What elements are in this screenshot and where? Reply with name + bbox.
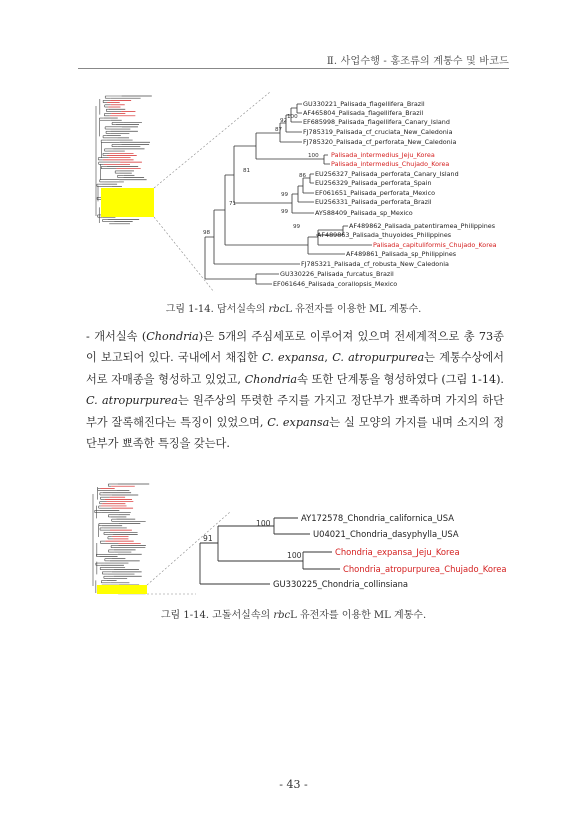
tree-leaf-label: AY172578_Chondria_californica_USA — [301, 513, 454, 523]
bootstrap-value: 100 — [287, 551, 302, 560]
tree-leaf-label: EU256327_Palisada_perforata_Canary_Island — [315, 170, 459, 179]
tree-leaf-label: GU330221_Palisada_flagellifera_Brazil — [303, 100, 425, 109]
figure-2-caption — [0, 606, 587, 621]
bootstrap-value: 100 — [287, 114, 298, 120]
caption-text-end: 유전자를 이용한 ML 계통수. — [291, 304, 422, 315]
bootstrap-value: 81 — [243, 168, 251, 174]
bootstrap-value: 86 — [299, 173, 307, 179]
clade-highlight-box — [97, 585, 147, 594]
tree-leaf-label: AF489861_Palisada_sp_Philippines — [346, 250, 457, 259]
bootstrap-value: 99 — [281, 192, 289, 198]
species-name: C. expansa — [267, 415, 330, 429]
text-run: 는 원주상의 뚜렷한 주지를 가지고 정단부가 뾰족하며 가지의 하단부가 잘록해진다는 특징이 있었으며, — [86, 394, 504, 429]
bootstrap-value: 92 — [280, 118, 288, 124]
caption-text: 그림 1-14. 고돌서실속의 — [160, 610, 274, 621]
tree-leaf-label: FJ785321_Palisada_cf_robusta_New_Caledonia — [301, 260, 449, 269]
tree-leaf-label: AF489862_Palisada_patentiramea_Philippines — [349, 222, 496, 231]
bootstrap-value: 87 — [275, 127, 283, 133]
caption-gene-suffix: L — [285, 304, 292, 315]
tree-leaf-label: EF685998_Palisada_flagellifera_Canary_Island — [303, 118, 450, 127]
caption-gene-suffix: L — [290, 610, 297, 621]
species-name: Chondria — [244, 372, 298, 386]
bootstrap-value: 71 — [229, 201, 237, 207]
tree-leaf-label: EF061651_Palisada_perforata_Mexico — [315, 189, 436, 198]
text-run: - 개서실속 ( — [86, 330, 147, 343]
tree-leaf-label: GU330226_Palisada_furcatus_Brazil — [280, 270, 394, 279]
bootstrap-value: 99 — [293, 224, 301, 230]
text-run: )은 5개의 주심세포로 이루어져 있으며 전세계적으로 총 73종이 보고되어 있다. 국내에서 채집한 — [86, 330, 504, 365]
bootstrap-value: 100 — [256, 519, 271, 528]
tree-leaf-label: Palisada_capituliformis_Chujado_Korea — [373, 241, 497, 250]
species-name: C. atropurpurea — [86, 394, 178, 408]
bootstrap-value: 98 — [203, 230, 211, 236]
tree-leaf-label: EF061646_Palisada_corallopsis_Mexico — [273, 280, 398, 289]
caption-text-end: 유전자를 이용한 ML 계통수. — [296, 610, 427, 621]
tree-leaf-label: GU330225_Chondria_collinsiana — [273, 579, 409, 589]
text-run: 는 계통수상에서 서로 자매종을 형성하고 있었고, — [86, 351, 504, 386]
tree-leaf-label: AF489863_Palisada_thuyoides_Philippines — [317, 231, 452, 240]
tree-leaf-label: AY588409_Palisada_sp_Mexico — [315, 209, 413, 218]
tree-leaf-label: AF465804_Palisada_flagellifera_Brazil — [303, 109, 424, 118]
text-run: 속 또한 단계통을 형성하였다 (그림 1-14). — [297, 372, 504, 386]
tree-leaf-label: FJ785319_Palisada_cf_cruciata_New_Caledonia — [303, 128, 453, 137]
species-name: C. atropurpurea — [332, 351, 425, 365]
tree-leaf-label: Chondria_expansa_Jeju_Korea — [335, 547, 460, 557]
page-number: - 43 - — [279, 778, 308, 791]
tree-leaf-label: U04021_Chondria_dasyphylla_USA — [313, 529, 459, 539]
tree-leaf-label: Palisada_intermedius_Chujado_Korea — [331, 160, 450, 169]
bootstrap-value: 99 — [281, 209, 289, 215]
caption-gene: rbc — [273, 610, 291, 621]
tree-leaf-label: Chondria_atropurpurea_Chujado_Korea — [343, 564, 507, 574]
text-run: 는 실 모양의 가지를 내며 소지의 정단부가 뾰족한 특징을 갖는다. — [86, 415, 504, 451]
text-run: , — [324, 351, 333, 365]
running-header: Ⅱ. 사업수행 - 홍조류의 계통수 및 바코드 — [326, 56, 509, 67]
bootstrap-value: 91 — [203, 534, 213, 543]
species-name: Chondria — [146, 330, 199, 343]
tree-leaf-label: EU256331_Palisada_perforata_Brazil — [315, 198, 432, 207]
caption-text: 그림 1-14. 담서실속의 — [165, 304, 269, 315]
tree-leaf-label: Palisada_intermedius_Jeju_Korea — [331, 151, 435, 160]
tree-leaf-label: FJ785320_Palisada_cf_perforata_New_Caledonia — [303, 138, 457, 147]
tree-leaf-label: EU256329_Palisada_perforata_Spain — [315, 179, 432, 188]
bootstrap-value: 100 — [308, 153, 319, 159]
caption-gene: rbc — [268, 304, 286, 315]
species-name: C. expansa — [262, 351, 325, 365]
